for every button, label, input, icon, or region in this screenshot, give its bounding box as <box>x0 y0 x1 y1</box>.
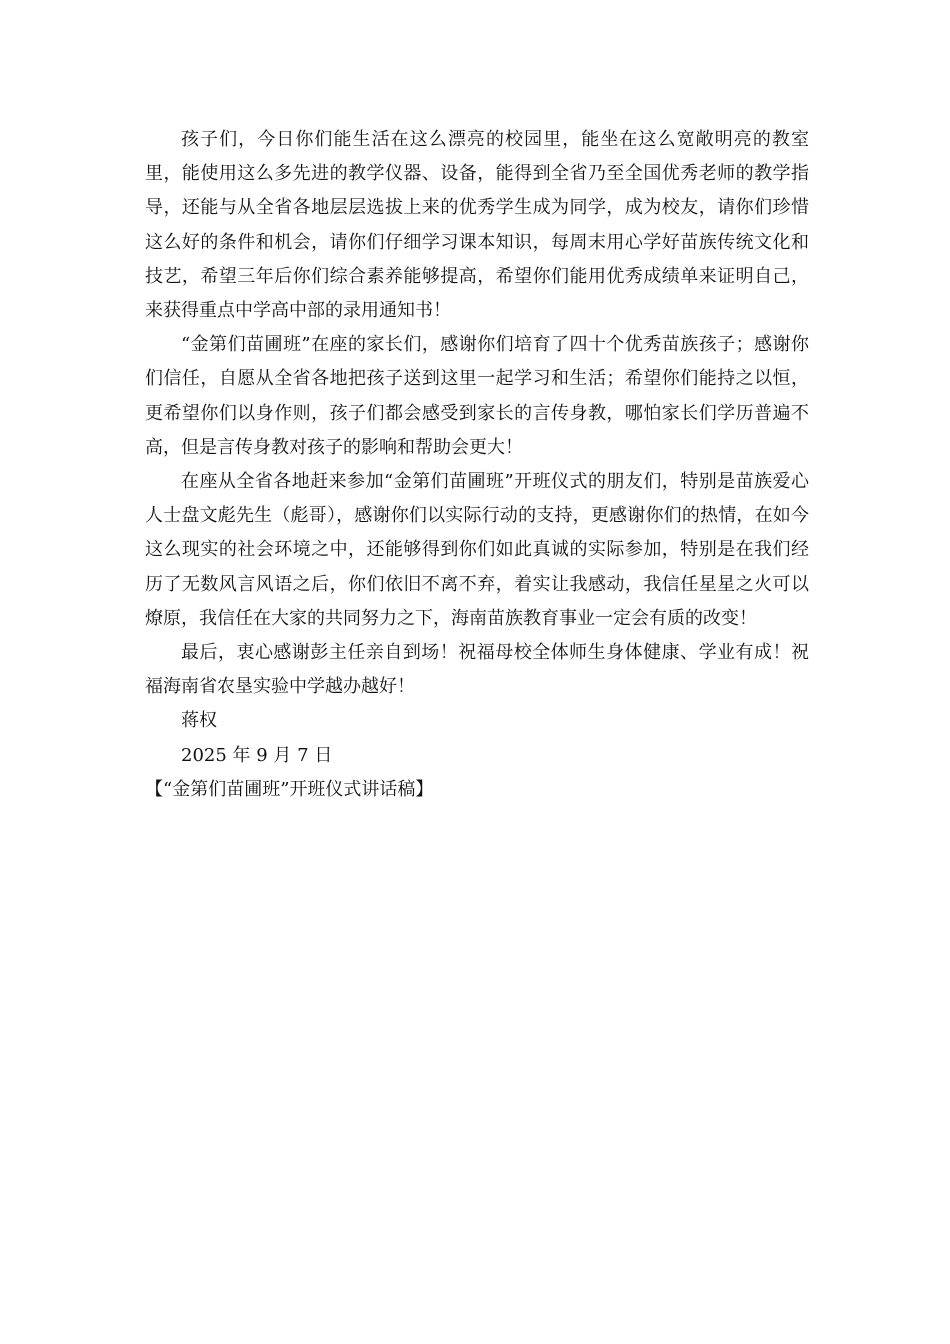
paragraph-closing: 最后，衷心感谢彭主任亲自到场！祝福母校全体师生身体健康、学业有成！祝福海南省农垦实验中学越办越好！ <box>145 642 809 698</box>
paragraph-friends: 在座从全省各地赶来参加“金第们苗圃班”开班仪式的朋友们，特别是苗族爱心人士盘文彪先生（彪哥），感谢你们以实际行动的支持，更感谢你们的热情，在如今这么现实的社会环境之中，还能够得到你们如此真诚的实际参加，特别是在我们经历了无数风言风语之后，你们依旧不离不弃，着实让我感动，我信任星星之火可以燎原，我信任在大家的共同努力之下，海南苗族教育事业一定会有质的改变！ <box>145 471 809 629</box>
signature: 蒋权 <box>181 710 217 732</box>
paragraph-students: 孩子们，今日你们能生活在这么漂亮的校园里，能坐在这么宽敞明亮的教室里，能使用这么多先进的教学仪器、设备，能得到全省乃至全国优秀老师的教学指导，还能与从全省各地层层选拔上来的优秀学生成为同学，成为校友，请你们珍惜这么好的条件和机会，请你们仔细学习课本知识，每周末用心学好苗族传统文化和技艺，希望三年后你们综合素养能够提高，希望你们能用优秀成绩单来证明自己，来获得重点中学高中部的录用通知书！ <box>145 129 809 322</box>
document-body <box>145 123 809 807</box>
footer-title: 【“金第们苗圃班”开班仪式讲话稿】 <box>145 778 434 800</box>
paragraph-parents: “金第们苗圃班”在座的家长们，感谢你们培育了四十个优秀苗族孩子；感谢你们信任，自愿从全省各地把孩子送到这里一起学习和生活；希望你们能持之以恒，更希望你们以身作则，孩子们都会感受到家长的言传身教，哪怕家长们学历普遍不高，但是言传身教对孩子的影响和帮助会更大！ <box>145 334 809 458</box>
date: 2025 年 9 月 7 日 <box>181 744 333 766</box>
